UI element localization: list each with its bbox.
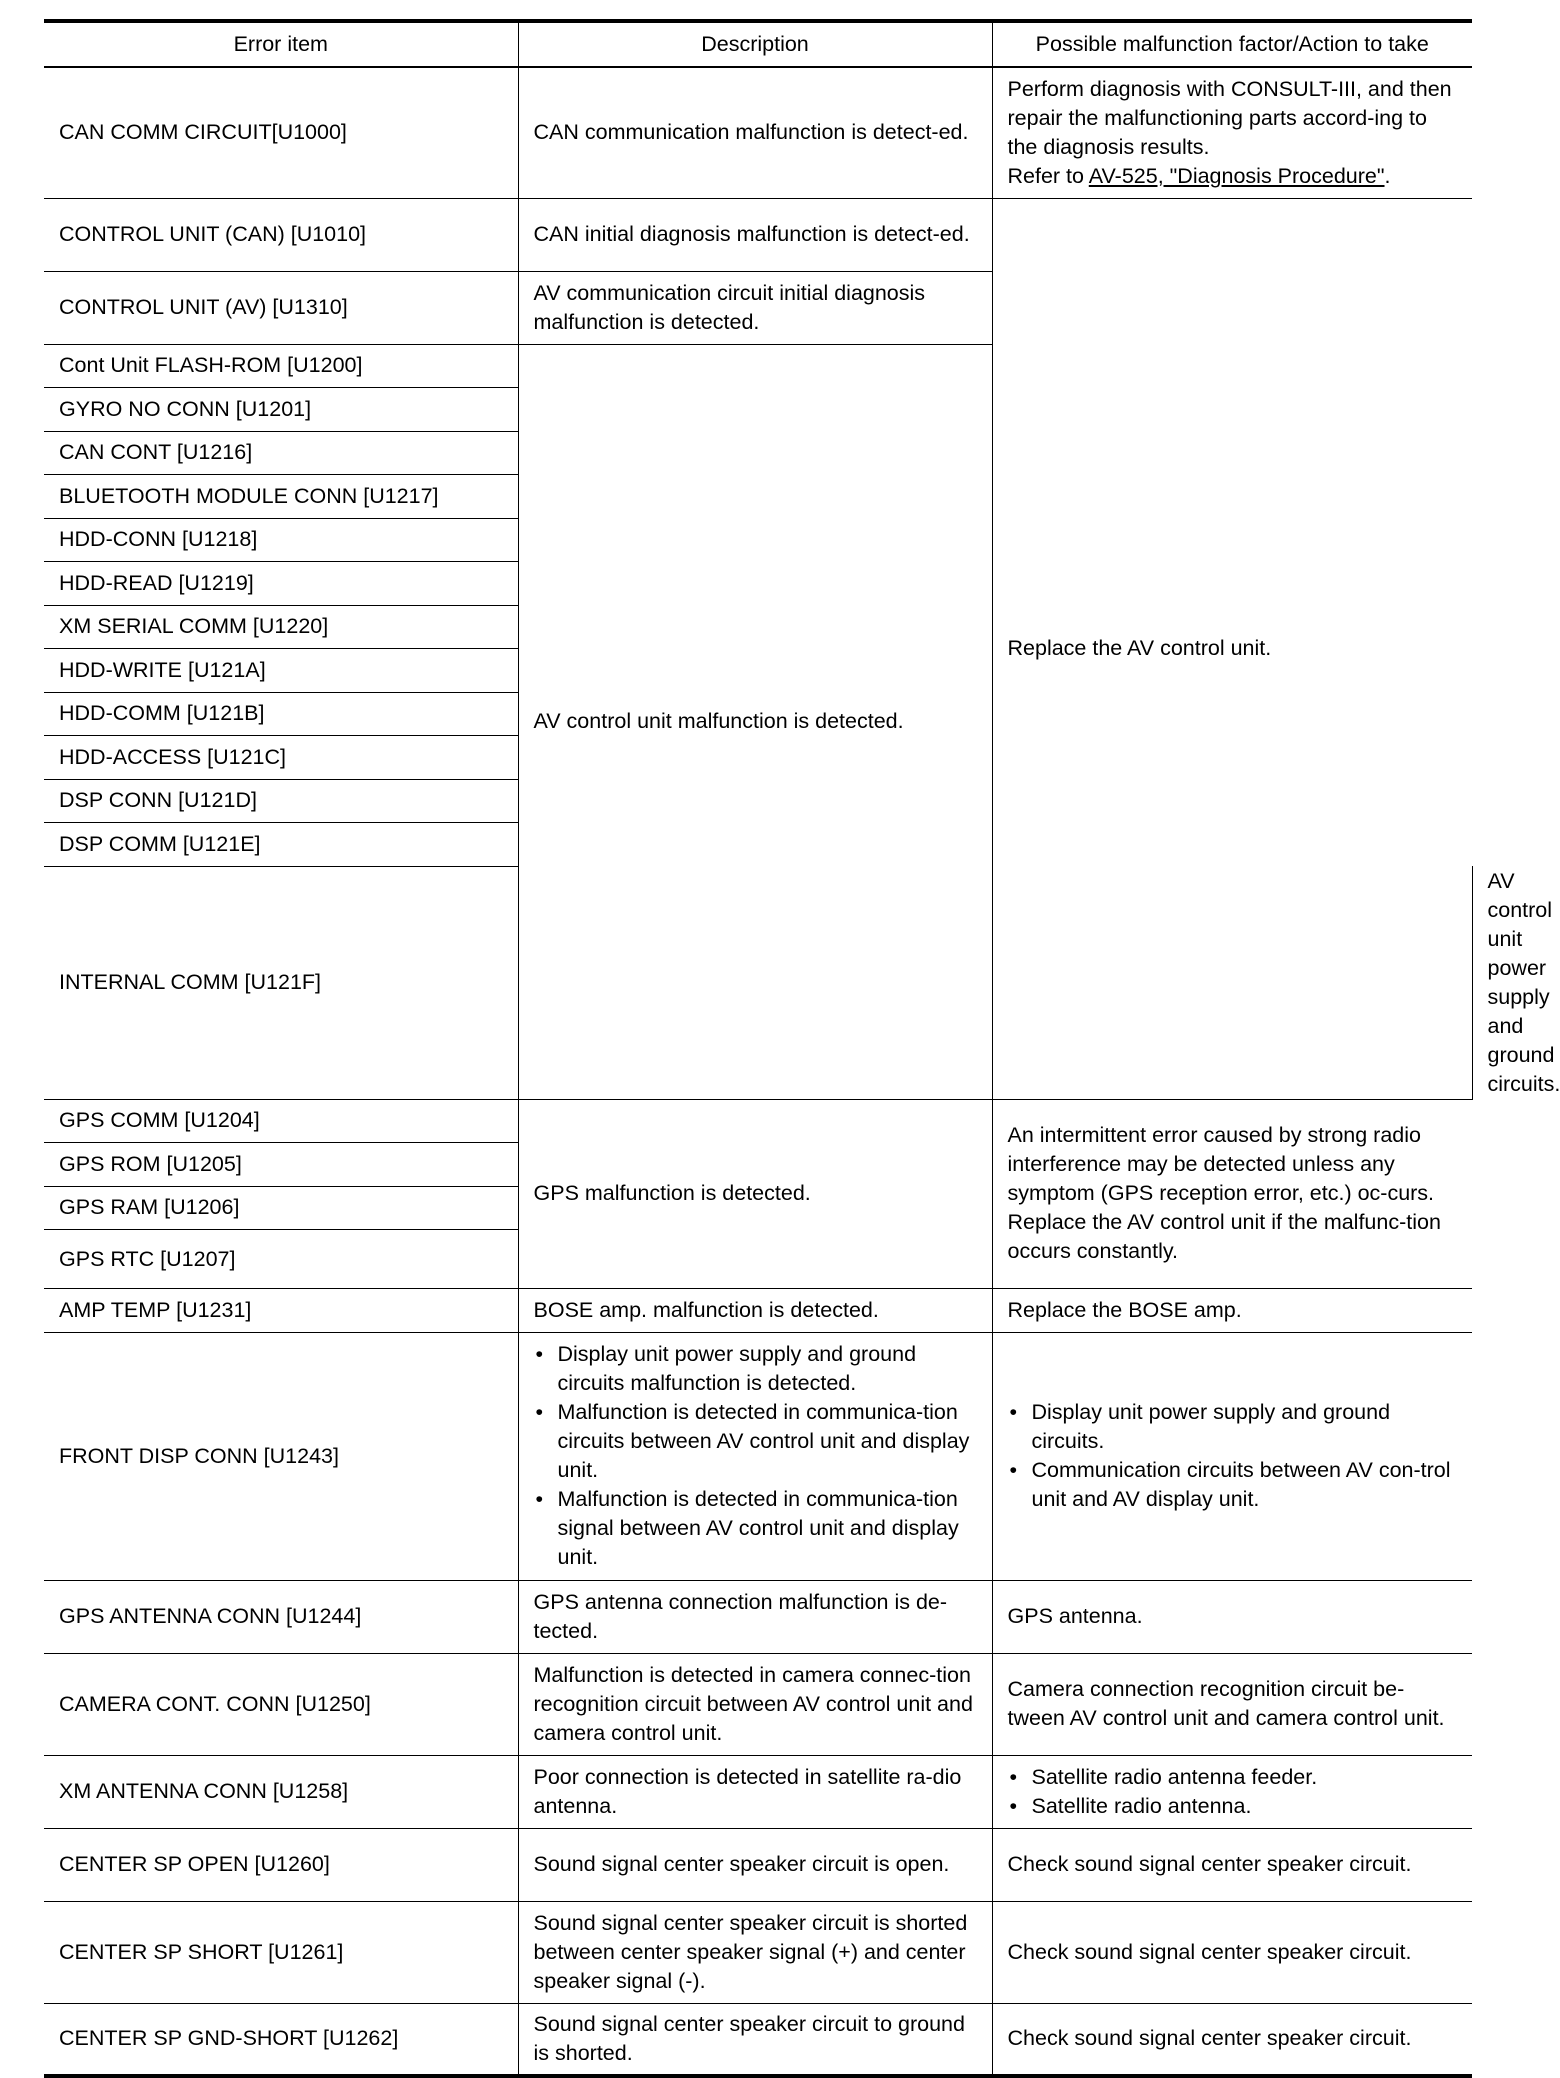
description: CAN communication malfunction is detect-ed. [518, 67, 992, 198]
error-item: XM SERIAL COMM [U1220] [44, 605, 518, 649]
error-item: CAN COMM CIRCUIT[U1000] [44, 67, 518, 198]
table-row [44, 1099, 1472, 1143]
error-item: GPS COMM [U1204] [44, 1099, 518, 1143]
error-item: HDD-ACCESS [U121C] [44, 736, 518, 780]
table-row-u121f: INTERNAL COMM [U121F] AV control unit power supply and ground circuits. [44, 866, 1472, 1099]
action [992, 67, 1472, 198]
table-row-u1258 [44, 1755, 1472, 1828]
description: Poor connection is detected in satellite ra-dio antenna. [518, 1755, 992, 1828]
bullet-item: • Communication circuits between AV con-trol unit and AV display unit. [1032, 1456, 1458, 1514]
description-gps: GPS malfunction is detected. [518, 1099, 992, 1289]
error-item: HDD-CONN [U1218] [44, 518, 518, 562]
bullet-item: • Display unit power supply and ground circuits malfunction is detected. [558, 1340, 977, 1398]
error-item: DSP COMM [U121E] [44, 823, 518, 867]
error-item: XM ANTENNA CONN [U1258] [44, 1755, 518, 1828]
action-gps-text-2: Replace the AV control unit if the malfunc-tion occurs constantly. [1007, 1210, 1441, 1264]
diagnosis-procedure-link[interactable]: AV-525, "Diagnosis Procedure" [1088, 163, 1385, 188]
description: Sound signal center speaker circuit is shorted between center speaker signal (+) and center speaker signal (-). [518, 1901, 992, 2003]
error-item: CAMERA CONT. CONN [U1250] [44, 1653, 518, 1755]
action: Check sound signal center speaker circuit. [992, 2003, 1472, 2076]
bullet-item: • Malfunction is detected in communica-tion signal between AV control unit and display unit. [558, 1485, 977, 1572]
error-item: GPS RTC [U1207] [44, 1230, 518, 1289]
description: GPS antenna connection malfunction is de-tected. [518, 1580, 992, 1653]
action [992, 1332, 1472, 1580]
action: Replace the BOSE amp. [992, 1289, 1472, 1333]
action-gps-text: An intermittent error caused by strong radio interference may be detected unless any symptom (GPS reception error, etc.) oc-curs. [1007, 1123, 1435, 1206]
action: Camera connection recognition circuit be-tween AV control unit and camera control unit. [992, 1653, 1472, 1755]
description: Sound signal center speaker circuit to ground is shorted. [518, 2003, 992, 2076]
action [992, 1755, 1472, 1828]
error-item: GYRO NO CONN [U1201] [44, 388, 518, 432]
error-item: GPS ANTENNA CONN [U1244] [44, 1580, 518, 1653]
table-row-u1010 [44, 198, 1472, 271]
action-replace-av-unit: Replace the AV control unit. [992, 198, 1472, 1099]
error-item: CENTER SP GND-SHORT [U1262] [44, 2003, 518, 2076]
table-row-u1260 [44, 1828, 1472, 1901]
table-row-u1231 [44, 1289, 1472, 1333]
action-bullets [1008, 1763, 1458, 1821]
description: Sound signal center speaker circuit is open. [518, 1828, 992, 1901]
error-item: INTERNAL COMM [U121F] [44, 866, 518, 1099]
error-item: HDD-READ [U1219] [44, 562, 518, 606]
table-row-u1244 [44, 1580, 1472, 1653]
description-bullets [534, 1340, 977, 1572]
description [518, 1332, 992, 1580]
table-row-u1261 [44, 1901, 1472, 2003]
action: Check sound signal center speaker circuit. [992, 1901, 1472, 2003]
error-item: CONTROL UNIT (AV) [U1310] [44, 271, 518, 344]
header-error-item: Error item [44, 21, 518, 67]
error-item: Cont Unit FLASH-ROM [U1200] [44, 344, 518, 388]
error-item: CONTROL UNIT (CAN) [U1010] [44, 198, 518, 271]
error-code-table [44, 19, 1560, 2078]
bullet-item: • Malfunction is detected in communica-tion circuits between AV control unit and display unit. [558, 1398, 977, 1485]
action-ref-prefix: Refer to [1007, 163, 1084, 188]
error-item: AMP TEMP [U1231] [44, 1289, 518, 1333]
error-item: GPS ROM [U1205] [44, 1143, 518, 1187]
error-item: CENTER SP OPEN [U1260] [44, 1828, 518, 1901]
table-row-u1243 [44, 1332, 1472, 1580]
action-text: Perform diagnosis with CONSULT-III, and then repair the malfunctioning parts accord-ing to the diagnosis results. [1007, 76, 1452, 159]
bullet-item: • Display unit power supply and ground circuits. [1032, 1398, 1458, 1456]
error-item: BLUETOOTH MODULE CONN [U1217] [44, 475, 518, 519]
action: Check sound signal center speaker circuit. [992, 1828, 1472, 1901]
table-row-u1000 [44, 67, 1472, 198]
error-item: CENTER SP SHORT [U1261] [44, 1901, 518, 2003]
description-av-unit: AV control unit malfunction is detected. [518, 344, 992, 1099]
error-item: GPS RAM [U1206] [44, 1186, 518, 1230]
description: CAN initial diagnosis malfunction is detect-ed. [518, 198, 992, 271]
description: AV communication circuit initial diagnosis malfunction is detected. [518, 271, 992, 344]
action-ref-suffix: . [1384, 163, 1391, 188]
action-bullets [1008, 1398, 1458, 1514]
action-gps [992, 1099, 1472, 1289]
description: Malfunction is detected in camera connec-tion recognition circuit between AV control unit and camera control unit. [518, 1653, 992, 1755]
error-item: DSP CONN [U121D] [44, 779, 518, 823]
bullet-item: • Satellite radio antenna feeder. [1032, 1763, 1458, 1792]
header-description: Description [518, 21, 992, 67]
error-item: FRONT DISP CONN [U1243] [44, 1332, 518, 1580]
error-item: HDD-COMM [U121B] [44, 692, 518, 736]
bullet-item: • Satellite radio antenna. [1032, 1792, 1458, 1821]
error-item: HDD-WRITE [U121A] [44, 649, 518, 693]
header-action: Possible malfunction factor/Action to take [992, 21, 1472, 67]
description: BOSE amp. malfunction is detected. [518, 1289, 992, 1333]
table-row-u1262 [44, 2003, 1472, 2076]
action: GPS antenna. [992, 1580, 1472, 1653]
error-item: CAN CONT [U1216] [44, 431, 518, 475]
table-header-row [44, 21, 1472, 67]
table-row-u1250 [44, 1653, 1472, 1755]
